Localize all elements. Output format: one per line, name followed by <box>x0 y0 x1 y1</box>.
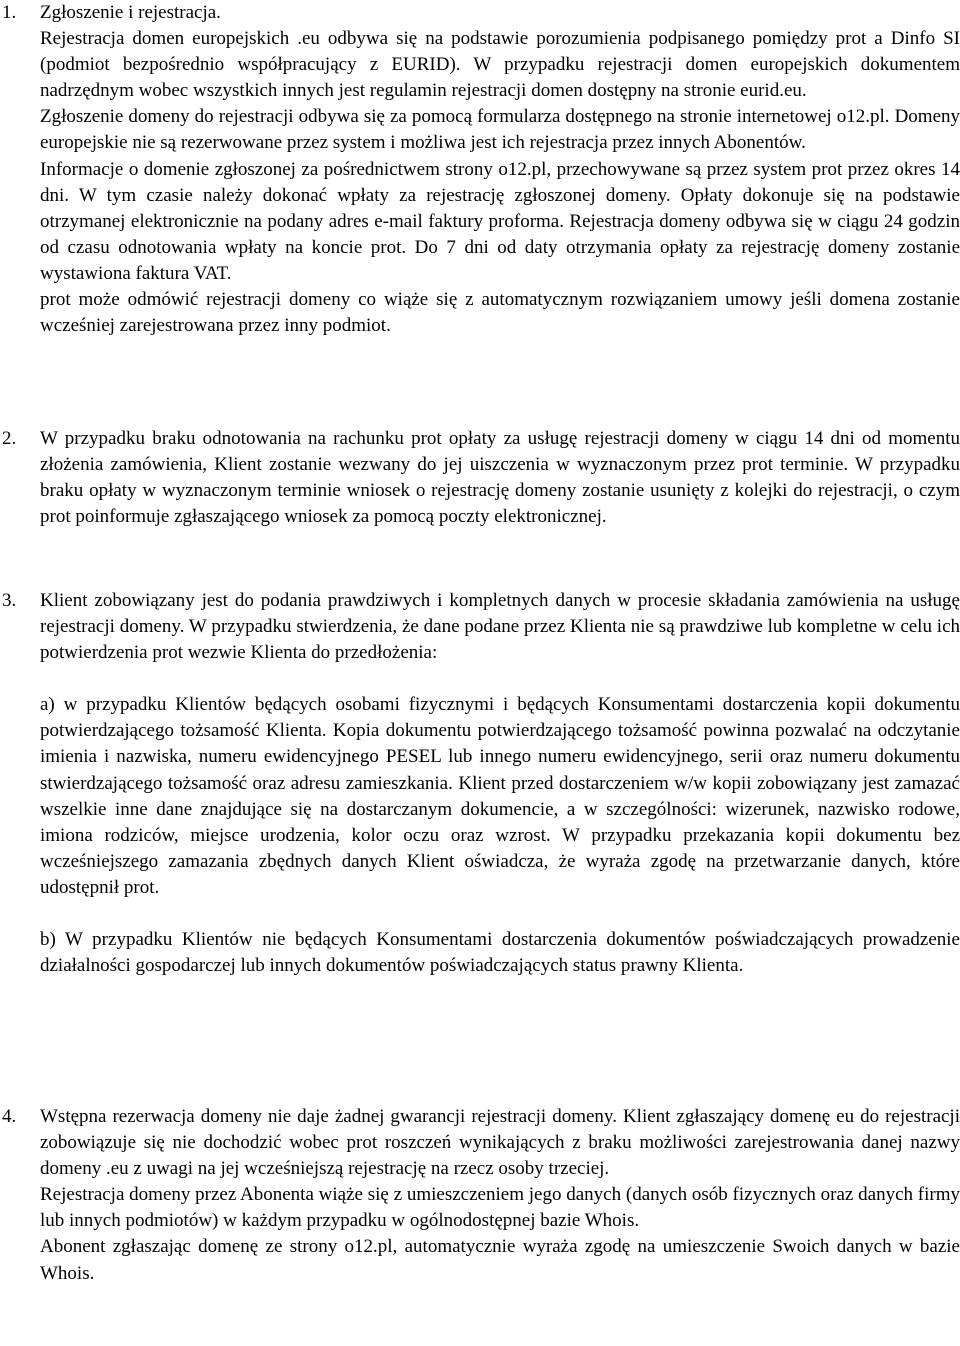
item-body <box>40 1104 960 1287</box>
item-number: 2. <box>2 428 17 449</box>
paragraph: W przypadku braku odnotowania na rachunku prot opłaty za usługę rejestracji domeny w ciągu 14 dni od momentu złożenia zamówienia, Klient zostanie wezwany do jej uiszczenia w wyznaczonym przez prot terminie. W przypadku braku opłaty w wyznaczonym terminie wniosek o rejestrację domeny zostanie usunięty z kolejki do rejestracji, o czym prot poinformuje zgłaszającego wniosek za pomocą poczty elektronicznej. <box>40 428 960 528</box>
item-body <box>40 588 960 979</box>
list-item-1 <box>0 0 960 339</box>
paragraph-sub-b: b) W przypadku Klientów nie będących Konsumentami dostarczenia dokumentów poświadczających prowadzenie działalności gospodarczej lub innych dokumentów poświadczających status prawny Klienta. <box>40 929 960 977</box>
item-title: Zgłoszenie i rejestracja. <box>40 2 221 23</box>
item-number: 3. <box>2 590 17 611</box>
paragraph: Informacje o domenie zgłoszonej za pośrednictwem strony o12.pl, przechowywane są przez system prot przez okres 14 dni. W tym czasie należy dokonać wpłaty za rejestrację zgłoszonej domeny. Opłaty dokonuje się na podstawie otrzymanej elektronicznie na podany adres e-mail faktury proforma. Rejestracja domeny odbywa się w ciągu 24 godzin od czasu odnotowania wpłaty na koncie prot. Do 7 dni od daty otrzymania opłaty za rejestrację domeny zostanie wystawiona faktura VAT. <box>40 158 960 284</box>
paragraph: Wstępna rezerwacja domeny nie daje żadnej gwarancji rejestracji domeny. Klient zgłaszający domenę eu do rejestracji zobowiązuje się nie dochodzić wobec prot roszczeń wynikających z braku możliwości zarejestrowania danej nazwy domeny .eu z uwagi na jej wcześniejszą rejestrację na rzecz osoby trzeciej. <box>40 1106 960 1180</box>
paragraph: Rejestracja domeny przez Abonenta wiąże się z umieszczeniem jego danych (danych osób fizycznych oraz danych firmy lub innych podmiotów) w każdym przypadku w ogólnodostępnej bazie Whois. <box>40 1184 960 1232</box>
item-body <box>40 426 960 530</box>
item-body <box>40 0 960 339</box>
paragraph-sub-a: a) w przypadku Klientów będących osobami fizycznymi i będących Konsumentami dostarczenia kopii dokumentu potwierdzającego tożsamość Klienta. Kopia dokumentu potwierdzającego tożsamość powinna pozwalać na odczytanie imienia i nazwiska, numeru ewidencyjnego PESEL lub innego numeru ewidencyjnego, serii oraz numeru dokumentu stwierdzającego tożsamość oraz adresu zamieszkania. Klient przed dostarczeniem w/w kopii zobowiązany jest zamazać wszelkie inne dane znajdujące się na dostarczanym dokumencie, a w szczególności: wizerunek, nazwisko rodowe, imiona rodziców, miejsce urodzenia, kolor oczu oraz wzrost. W przypadku przekazania kopii dokumentu bez wcześniejszego zamazania zbędnych danych Klient oświadcza, że wyraża zgodę na przetwarzanie danych, które udostępnił prot. <box>40 694 960 898</box>
paragraph: Zgłoszenie domeny do rejestracji odbywa się za pomocą formularza dostępnego na stronie internetowej o12.pl. Domeny europejskie nie są rezerwowane przez system i możliwa jest ich rejestracja przez innych Abonentów. <box>40 106 960 154</box>
paragraph: Abonent zgłaszając domenę ze strony o12.pl, automatycznie wyraża zgodę na umieszczenie Swoich danych w bazie Whois. <box>40 1236 960 1284</box>
list-item-4 <box>0 1104 960 1287</box>
paragraph: Klient zobowiązany jest do podania prawdziwych i kompletnych danych w procesie składania zamówienia na usługę rejestracji domeny. W przypadku stwierdzenia, że dane podane przez Klienta nie są prawdziwe lub kompletne w celu ich potwierdzenia prot wezwie Klienta do przedłożenia: <box>40 590 960 664</box>
paragraph: prot może odmówić rejestracji domeny co wiąże się z automatycznym rozwiązaniem umowy jeśli domena zostanie wcześniej zarejestrowana przez inny podmiot. <box>40 289 960 337</box>
list-item-3 <box>0 588 960 979</box>
item-number: 4. <box>2 1106 17 1127</box>
list-item-2 <box>0 426 960 530</box>
item-number: 1. <box>2 2 17 23</box>
paragraph: Rejestracja domen europejskich .eu odbywa się na podstawie porozumienia podpisanego pomiędzy prot a Dinfo SI (podmiot bezpośrednio współpracujący z EURID). W przypadku rejestracji domen europejskich dokumentem nadrzędnym wobec wszystkich innych jest regulamin rejestracji domen dostępny na stronie eurid.eu. <box>40 28 960 102</box>
